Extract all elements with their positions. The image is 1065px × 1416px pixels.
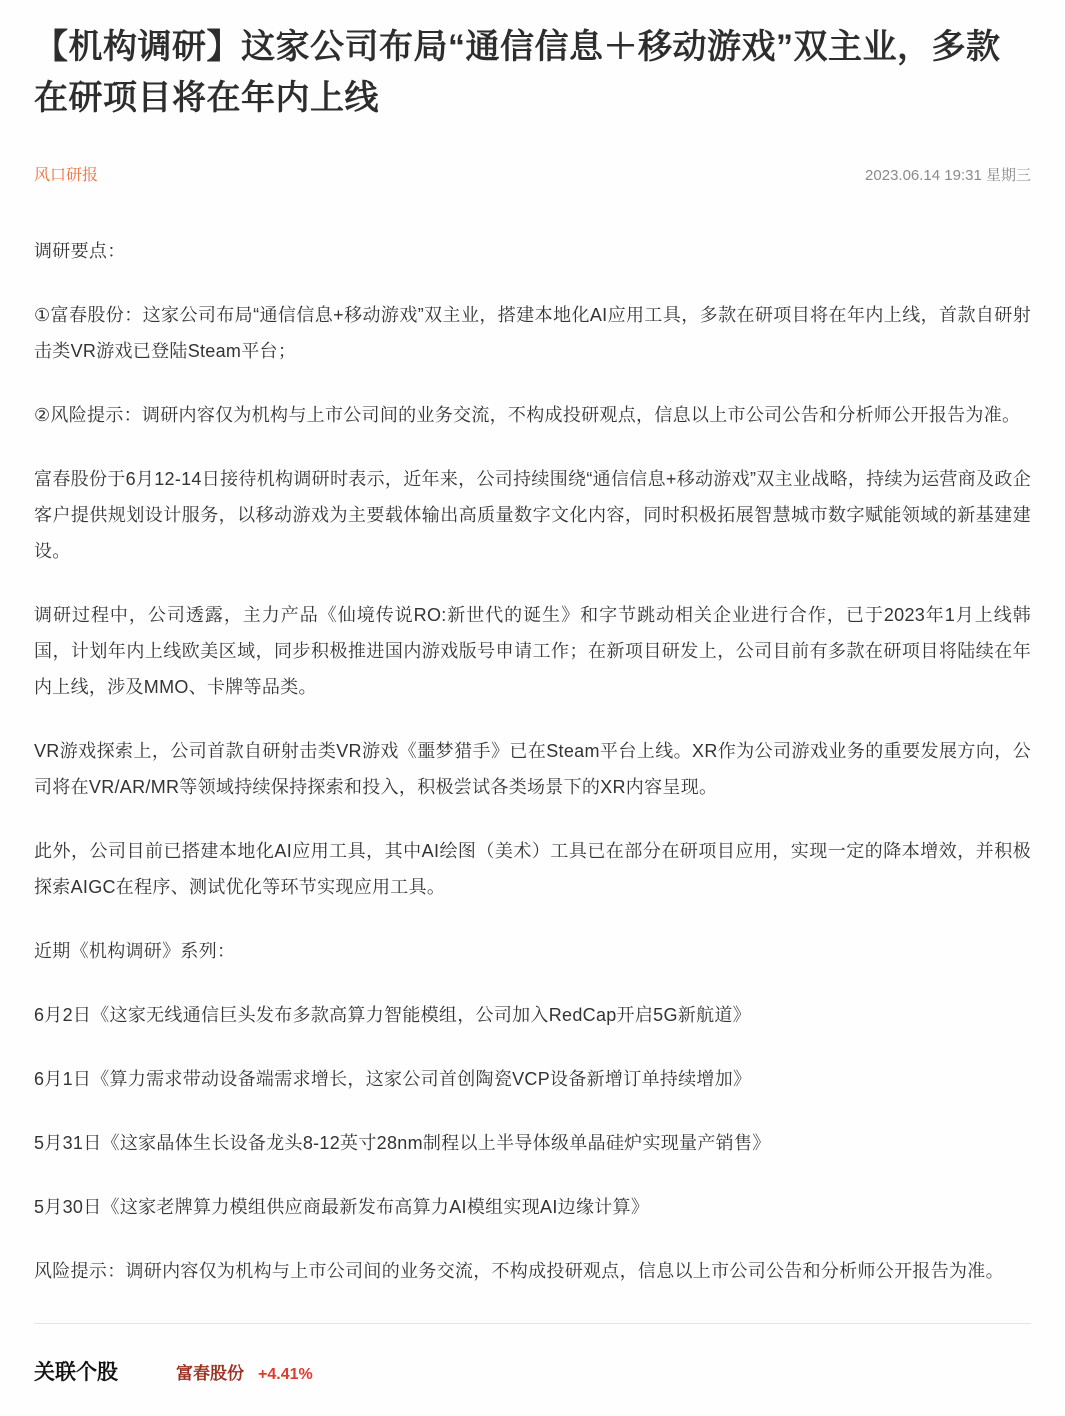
article-paragraph: 此外，公司目前已搭建本地化AI应用工具，其中AI绘图（美术）工具已在部分在研项目应用，实现一定的降本增效，并积极探索AIGC在程序、测试优化等环节实现应用工具。 bbox=[34, 841, 1031, 897]
article-paragraph: VR游戏探索上，公司首款自研射击类VR游戏《噩梦猎手》已在Steam平台上线。XR作为公司游戏业务的重要发展方向，公司将在VR/AR/MR等领域持续保持探索和投入，积极尝试各类场景下的XR内容呈现。 bbox=[34, 741, 1031, 797]
article-body bbox=[34, 233, 1031, 1289]
article-datetime: 2023.06.14 19:31 星期三 bbox=[865, 167, 1031, 184]
article-meta-row bbox=[34, 162, 1031, 185]
related-stocks-section bbox=[34, 1356, 1031, 1386]
stock-change: +4.41% bbox=[258, 1366, 313, 1383]
article-paragraph: ①富春股份：这家公司布局“通信信息+移动游戏”双主业，搭建本地化AI应用工具，多款在研项目将在年内上线，首款自研射击类VR游戏已登陆Steam平台； bbox=[34, 305, 1031, 361]
related-stocks-label: 关联个股 bbox=[34, 1361, 118, 1384]
article-paragraph: 5月30日《这家老牌算力模组供应商最新发布高算力AI模组实现AI边缘计算》 bbox=[34, 1197, 650, 1217]
article-paragraph: 风险提示：调研内容仅为机构与上市公司间的业务交流，不构成投研观点，信息以上市公司公告和分析师公开报告为准。 bbox=[34, 1261, 1004, 1281]
stock-name[interactable]: 富春股份 bbox=[176, 1364, 244, 1383]
article-paragraph: 6月1日《算力需求带动设备端需求增长，这家公司首创陶瓷VCP设备新增订单持续增加》 bbox=[34, 1069, 752, 1089]
page-title: 【机构调研】这家公司布局“通信信息＋移动游戏”双主业，多款在研项目将在年内上线 bbox=[34, 28, 1001, 117]
article-paragraph: 富春股份于6月12-14日接待机构调研时表示，近年来，公司持续围绕“通信信息+移动游戏”双主业战略，持续为运营商及政企客户提供规划设计服务，以移动游戏为主要载体输出高质量数字文化内容，同时积极拓展智慧城市数字赋能领域的新基建建设。 bbox=[34, 469, 1031, 561]
article-paragraph: ②风险提示：调研内容仅为机构与上市公司间的业务交流，不构成投研观点，信息以上市公司公告和分析师公开报告为准。 bbox=[34, 405, 1021, 425]
article-paragraph: 近期《机构调研》系列： bbox=[34, 941, 236, 961]
article-paragraph: 5月31日《这家晶体生长设备龙头8-12英寸28nm制程以上半导体级单晶硅炉实现量产销售》 bbox=[34, 1133, 771, 1153]
stock-link[interactable] bbox=[176, 1359, 313, 1384]
article-paragraph: 6月2日《这家无线通信巨头发布多款高算力智能模组，公司加入RedCap开启5G新航道》 bbox=[34, 1005, 751, 1025]
article-paragraph: 调研过程中，公司透露，主力产品《仙境传说RO:新世代的诞生》和字节跳动相关企业进行合作，已于2023年1月上线韩国，计划年内上线欧美区域，同步积极推进国内游戏版号申请工作；在新项目研发上，公司目前有多款在研项目将陆续在年内上线，涉及MMO、卡牌等品类。 bbox=[34, 605, 1031, 697]
article-paragraph: 调研要点： bbox=[34, 241, 126, 261]
source-tag[interactable]: 风口研报 bbox=[34, 167, 99, 184]
section-divider bbox=[34, 1323, 1031, 1324]
